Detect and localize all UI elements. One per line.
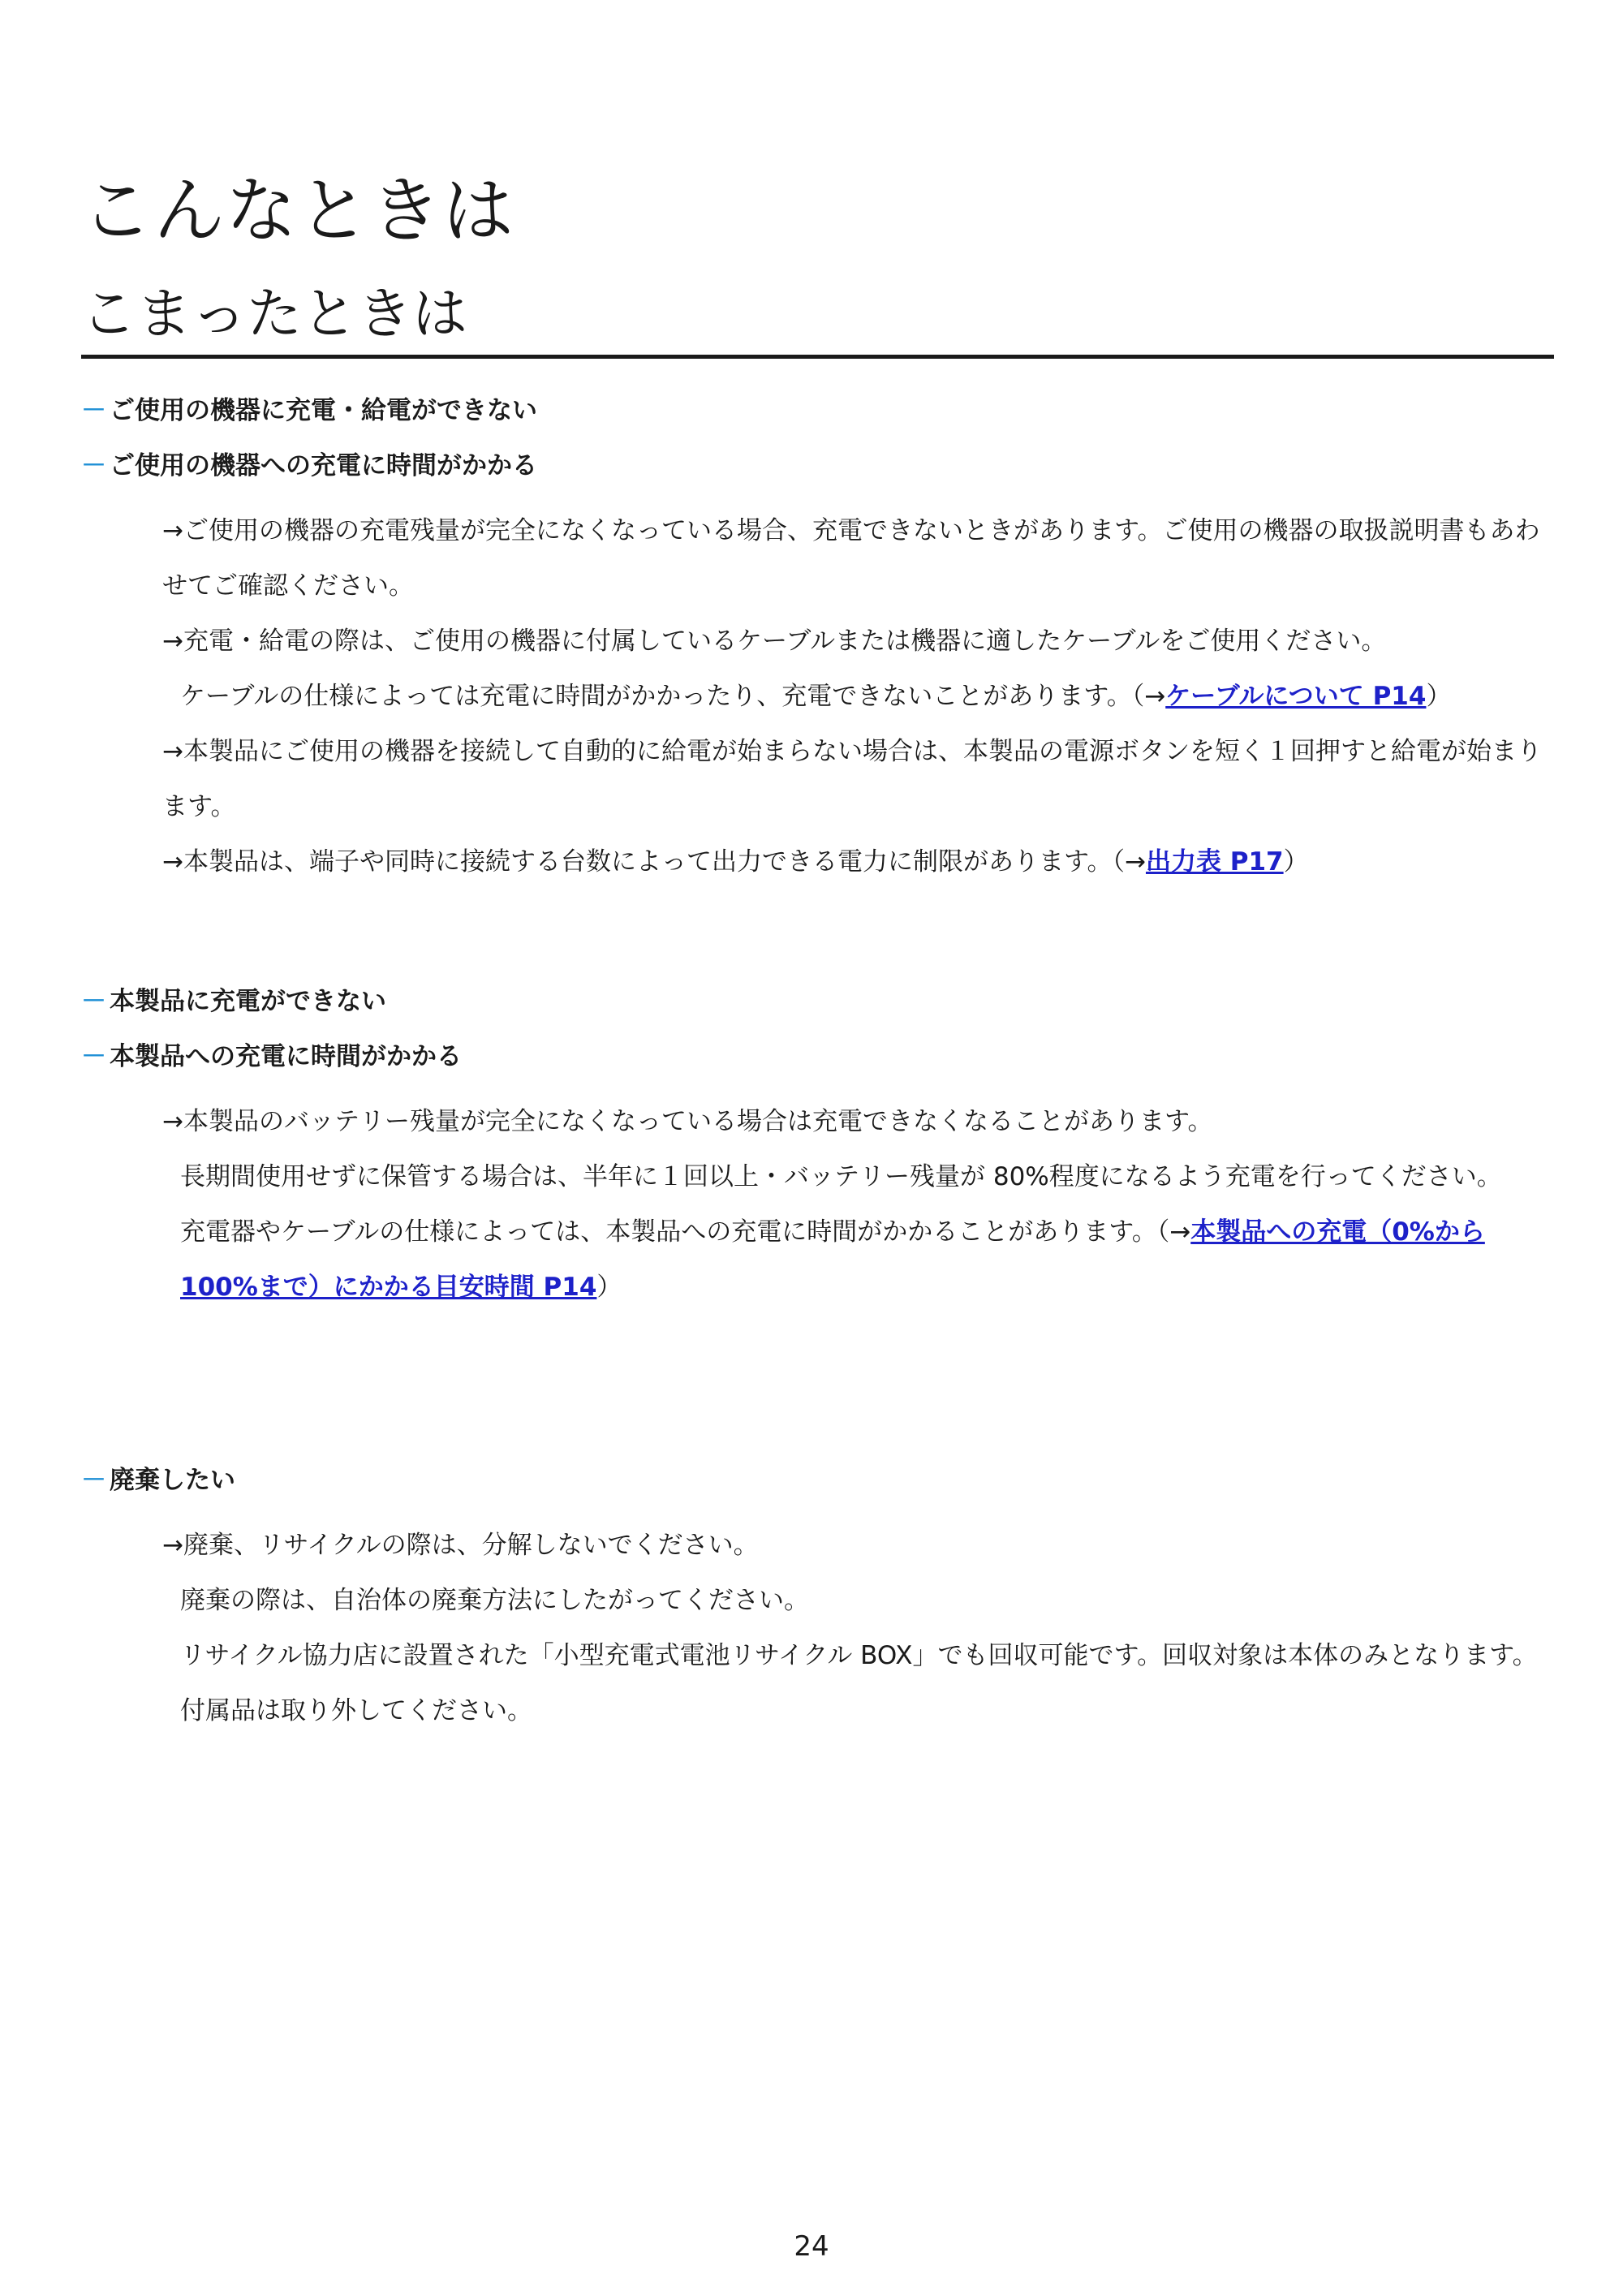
paragraph [162, 1204, 1554, 1315]
paragraph-text: 充電器やケーブルの仕様によっては、本製品への充電に時間がかかることがあります。（→ [180, 1217, 1191, 1247]
page-subtitle: こまったときは [81, 280, 1554, 359]
paragraph: →充電・給電の際は、ご使用の機器に付属しているケーブルまたは機器に適したケーブルをご使用ください。 [162, 627, 1387, 656]
section-heading [81, 383, 1558, 438]
paragraph-text: ） [1283, 847, 1309, 877]
heading-text: 本製品に充電ができない [110, 987, 386, 1016]
heading-text: 廃棄したい [110, 1466, 235, 1495]
section-body [81, 503, 1554, 890]
dash-marker: － [81, 987, 106, 1016]
paragraph [162, 834, 1554, 890]
section-device-charging [81, 383, 1558, 890]
charge-time-link[interactable]: 本製品への充電（0%から 100%まで）にかかる目安時間 P14 [180, 1217, 1485, 1302]
section-heading [81, 1453, 1558, 1508]
section-heading [81, 974, 1558, 1029]
paragraph-text: ） [596, 1273, 622, 1302]
section-disposal [81, 1453, 1558, 1738]
paragraph: →本製品にご使用の機器を接続して自動的に給電が始まらない場合は、本製品の電源ボタンを短く１回押すと給電が始まります。 [162, 737, 1542, 821]
page-title: こんなときは [81, 169, 515, 252]
section-product-charging [81, 974, 1558, 1315]
paragraph: 長期間使用せずに保管する場合は、半年に１回以上・バッテリー残量が 80%程度になるよう充電を行ってください。 [180, 1162, 1502, 1191]
paragraph: 廃棄の際は、自治体の廃棄方法にしたがってください。 [180, 1586, 809, 1615]
paragraph-text: ケーブルの仕様によっては充電に時間がかかったり、充電できないことがあります。（→ [180, 682, 1166, 711]
cable-link[interactable]: ケーブルについて P14 [1165, 682, 1427, 711]
heading-text: ご使用の機器への充電に時間がかかる [110, 451, 537, 480]
dash-marker: － [81, 451, 106, 480]
paragraph: →廃棄、リサイクルの際は、分解しないでください。 [162, 1531, 759, 1560]
heading-text: ご使用の機器に充電・給電ができない [110, 396, 537, 425]
heading-text: 本製品への充電に時間がかかる [110, 1042, 462, 1071]
page-number: 24 [794, 2230, 829, 2263]
paragraph-text: ） [1426, 682, 1452, 711]
section-heading [81, 1029, 1558, 1084]
paragraph: リサイクル協力店に設置された「小型充電式電池リサイクル BOX」でも回収可能です。回収対象は本体のみとなります。付属品は取り外してください。 [180, 1641, 1538, 1725]
section-body [81, 1094, 1554, 1315]
dash-marker: － [81, 1042, 106, 1071]
paragraph: →本製品のバッテリー残量が完全になくなっている場合は充電できなくなることがあります。 [162, 1107, 1213, 1136]
dash-marker: － [81, 396, 106, 425]
paragraph-text: →本製品は、端子や同時に接続する台数によって出力できる電力に制限があります。（→ [162, 847, 1146, 877]
output-table-link[interactable]: 出力表 P17 [1145, 847, 1284, 877]
paragraph [162, 669, 1554, 724]
section-heading [81, 438, 1558, 493]
paragraph: →ご使用の機器の充電残量が完全になくなっている場合、充電できないときがあります。ご使用の機器の取扱説明書もあわせてご確認ください。 [162, 516, 1540, 601]
dash-marker: － [81, 1466, 106, 1495]
section-body [81, 1518, 1554, 1738]
